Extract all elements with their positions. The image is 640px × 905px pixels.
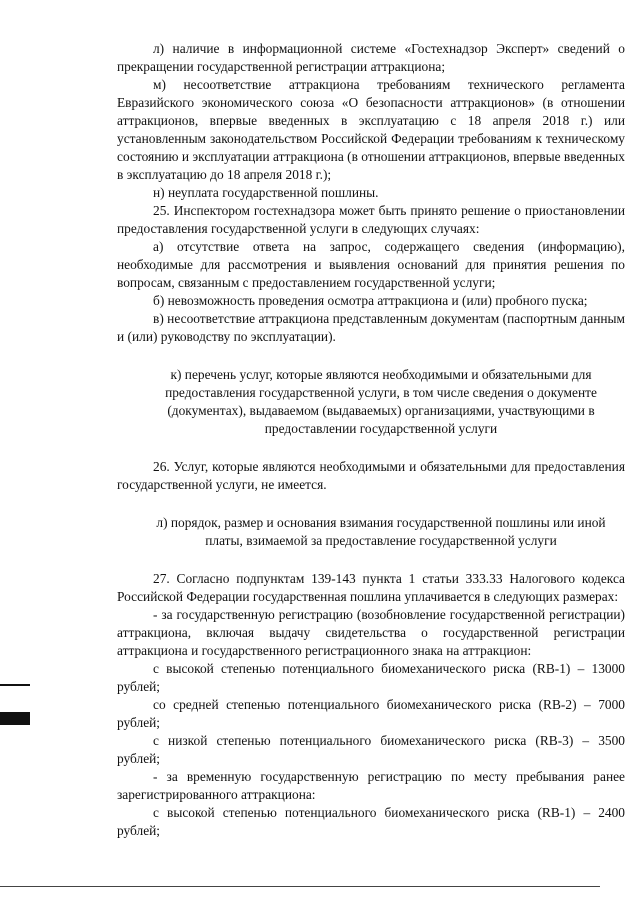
paragraph-m-nonconformity: м) несоответствие аттракциона требованиям технического регламента Евразийского экономического союза «О безопасности аттракционов» (в отношении аттракционов, впервые введенных в эксплуатацию с 18 апреля 2018 г.) или установленным законодательством Российской Федерации требованиям к техническому состоянию и эксплуатации аттракциона (в отношении аттракционов, впервые введенных в эксплуатацию до 18 апреля 2018 г.); — [117, 77, 625, 182]
paragraph-rb3-fee: с низкой степенью потенциального биомеханического риска (RB-3) – 3500 рублей; — [117, 733, 625, 766]
paragraph-temporary-rb1-fee: с высокой степенью потенциального биомеханического риска (RB-1) – 2400 рублей; — [117, 805, 625, 838]
paragraph-27-state-fee: 27. Согласно подпунктам 139-143 пункта 1 статьи 333.33 Налогового кодекса Российской Федерации государственная пошлина уплачивается в следующих размерах: — [117, 571, 625, 604]
paragraph-rb1-fee: с высокой степенью потенциального биомеханического риска (RB-1) – 13000 рублей; — [117, 661, 625, 694]
document-body — [117, 40, 625, 840]
spacer — [117, 550, 625, 570]
paragraph-n-nonpayment: н) неуплата государственной пошлины. — [153, 185, 379, 200]
paragraph-25-suspension: 25. Инспектором гостехнадзора может быть принято решение о приостановлении предоставления государственной услуги в следующих случаях: — [117, 203, 625, 236]
scan-bottom-edge — [0, 886, 600, 887]
spacer — [117, 494, 625, 514]
paragraph-registration-fee: - за государственную регистрацию (возобновление государственной регистрации) аттракциона, включая выдачу свидетельства о государственной регистрации аттракциона и государственного регистрационного знака на аттракцион: — [117, 607, 625, 658]
paragraph-a-no-response: а) отсутствие ответа на запрос, содержащего сведения (информацию), необходимые для рассмотрения и выявления оснований для принятия решения по вопросам, связанным с предоставлением государственной услуги; — [117, 239, 625, 290]
section-heading-l: л) порядок, размер и основания взимания государственной пошлины или иной платы, взимаемой за предоставление государственной услуги — [156, 515, 606, 548]
paragraph-b-inspection-impossible: б) невозможность проведения осмотра аттракциона и (или) пробного пуска; — [153, 293, 588, 308]
paragraph-l-information-system: л) наличие в информационной системе «Гостехнадзор Эксперт» сведений о прекращении государственной регистрации аттракциона; — [117, 41, 625, 74]
paragraph-v-document-mismatch: в) несоответствие аттракциона представленным документам (паспортным данным и (или) руководству по эксплуатации). — [117, 311, 625, 344]
spacer — [117, 438, 625, 458]
paragraph-26-services: 26. Услуг, которые являются необходимыми и обязательными для предоставления государственной услуги, не имеется. — [117, 459, 625, 492]
section-heading-k: к) перечень услуг, которые являются необходимыми и обязательными для предоставления государственной услуги, в том числе сведения о документе (документах), выдаваемом (выдаваемых) организациями, участвующими в предоставлении государственной услуги — [165, 367, 597, 436]
scan-margin-mark — [0, 684, 30, 686]
paragraph-temporary-registration: - за временную государственную регистрацию по месту пребывания ранее зарегистрированного аттракциона: — [117, 769, 625, 802]
spacer — [117, 346, 625, 366]
scan-margin-mark — [0, 712, 30, 725]
paragraph-rb2-fee: со средней степенью потенциального биомеханического риска (RB-2) – 7000 рублей; — [117, 697, 625, 730]
